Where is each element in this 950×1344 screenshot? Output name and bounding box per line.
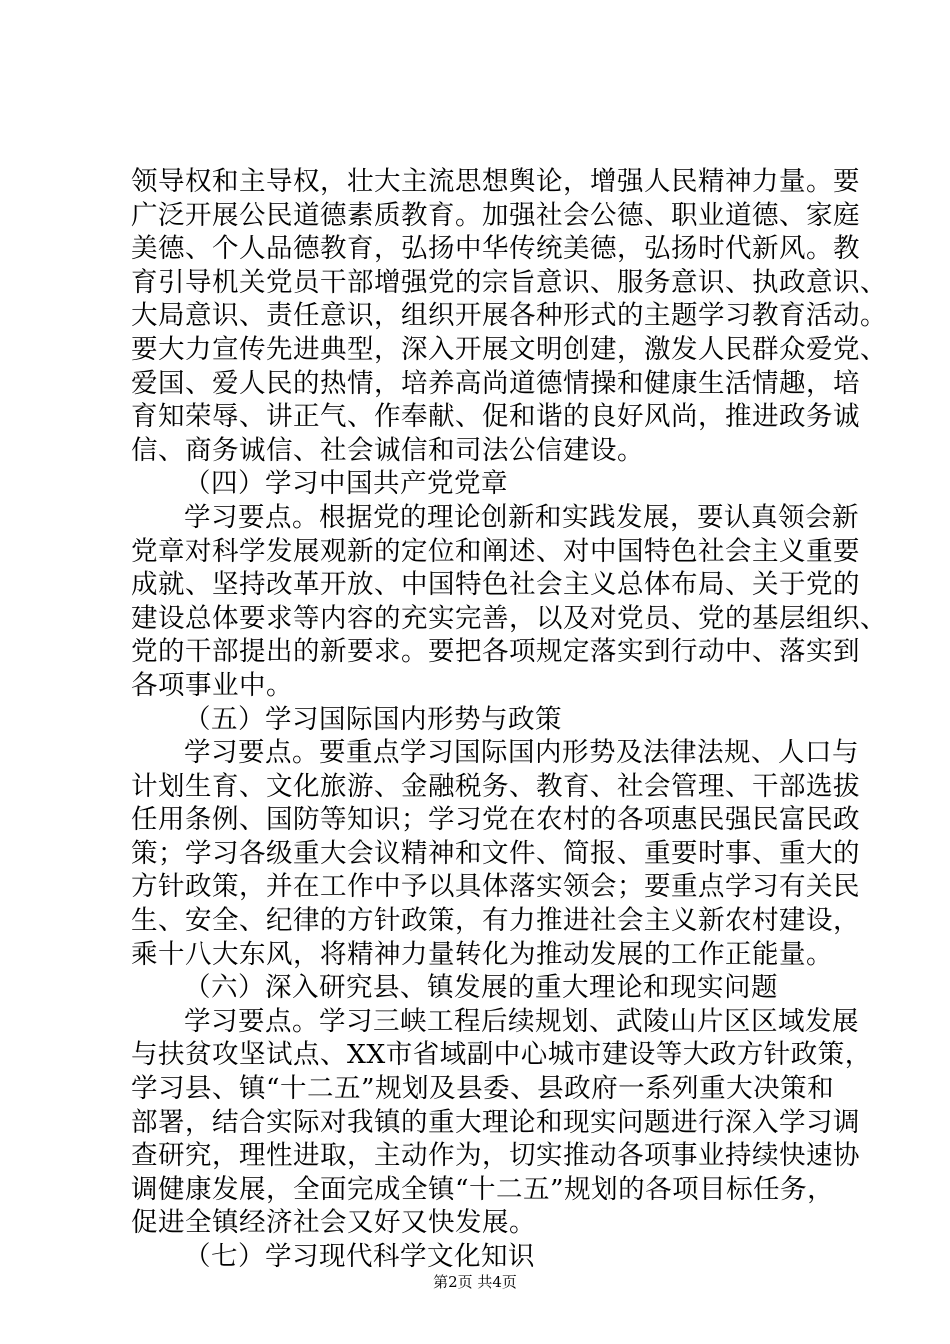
body-line: 部署，结合实际对我镇的重大理论和现实问题进行深入学习调 — [131, 1106, 860, 1138]
body-line: 成就、坚持改革开放、中国特色社会主义总体布局、关于党的 — [131, 569, 860, 601]
body-line: 乘十八大东风，将精神力量转化为推动发展的工作正能量。 — [131, 938, 833, 970]
body-line: 学习县、镇“十二五”规划及县委、县政府一系列重大决策和 — [131, 1073, 835, 1105]
paragraph-first-line: 学习要点。根据党的理论创新和实践发展，要认真领会新 — [184, 501, 859, 533]
section-heading: （四）学习中国共产党党章 — [184, 468, 508, 500]
body-line: 查研究，理性进取，主动作为，切实推动各项事业持续快速协 — [131, 1140, 860, 1172]
body-line: 广泛开展公民道德素质教育。加强社会公德、职业道德、家庭 — [131, 199, 860, 231]
body-line: 育引导机关党员干部增强党的宗旨意识、服务意识、执政意识、 — [131, 266, 887, 298]
document-body — [131, 165, 887, 1274]
body-line: 与扶贫攻坚试点、XX市省域副中心城市建设等大政方针政策， — [131, 1039, 872, 1071]
body-line: 要大力宣传先进典型，深入开展文明创建，激发人民群众爱党、 — [131, 333, 887, 365]
body-line: 计划生育、文化旅游、金融税务、教育、社会管理、干部选拔 — [131, 770, 860, 802]
body-line: 方针政策，并在工作中予以具体落实领会；要重点学习有关民 — [131, 871, 860, 903]
body-line: 党章对科学发展观新的定位和阐述、对中国特色社会主义重要 — [131, 535, 860, 567]
body-line: 促进全镇经济社会又好又快发展。 — [131, 1207, 536, 1239]
body-line: 领导权和主导权，壮大主流思想舆论，增强人民精神力量。要 — [131, 166, 860, 197]
body-line: 建设总体要求等内容的充实完善，以及对党员、党的基层组织、 — [131, 602, 887, 634]
paragraph-first-line: 学习要点。学习三峡工程后续规划、武陵山片区区域发展 — [184, 1005, 859, 1037]
body-line: 爱国、爱人民的热情，培养高尚道德情操和健康生活情趣，培 — [131, 367, 860, 399]
body-line: 大局意识、责任意识，组织开展各种形式的主题学习教育活动。 — [131, 300, 887, 332]
section-heading: （七）学习现代科学文化知识 — [184, 1241, 535, 1272]
body-line: 党的干部提出的新要求。要把各项规定落实到行动中、落实到 — [131, 636, 860, 668]
body-line: 育知荣辱、讲正气、作奉献、促和谐的良好风尚，推进政务诚 — [131, 401, 860, 433]
body-line: 任用条例、国防等知识；学习党在农村的各项惠民强民富民政 — [131, 804, 860, 836]
body-line: 各项事业中。 — [131, 669, 293, 701]
body-line: 美德、个人品德教育，弘扬中华传统美德，弘扬时代新风。教 — [131, 233, 860, 265]
section-heading: （六）深入研究县、镇发展的重大理论和现实问题 — [184, 972, 778, 1004]
page-number-footer: 第2页 共4页 — [433, 1273, 517, 1291]
body-line: 策；学习各级重大会议精神和文件、简报、重要时事、重大的 — [131, 837, 860, 869]
body-line: 信、商务诚信、社会诚信和司法公信建设。 — [131, 434, 644, 466]
paragraph-first-line: 学习要点。要重点学习国际国内形势及法律法规、人口与 — [184, 737, 859, 769]
body-line: 调健康发展，全面完成全镇“十二五”规划的各项目标任务， — [131, 1173, 835, 1205]
section-heading: （五）学习国际国内形势与政策 — [184, 703, 562, 735]
body-line: 生、安全、纪律的方针政策，有力推进社会主义新农村建设， — [131, 905, 860, 937]
